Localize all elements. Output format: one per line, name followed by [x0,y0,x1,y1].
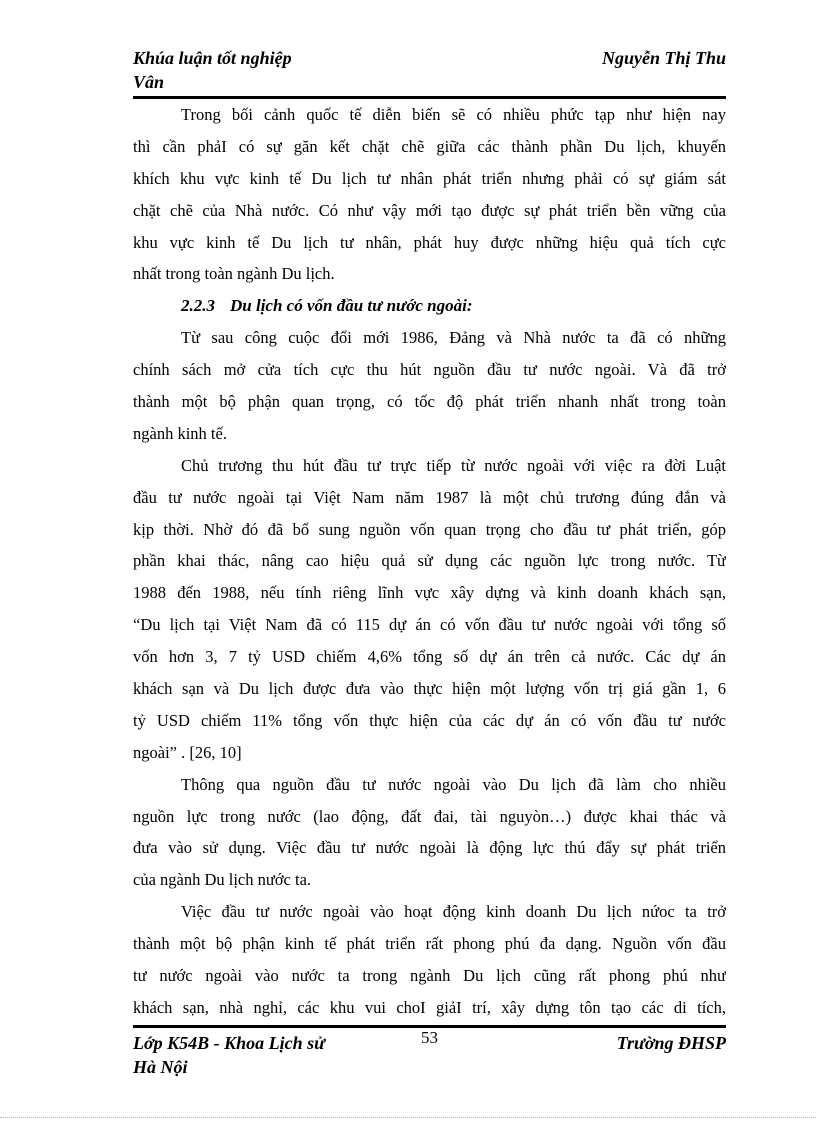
body-line: 1988 đến 1988, nếu tính riêng lĩnh vực xây dựng và kinh doanh khách sạn, [133,583,726,603]
body-line: Việc đầu tư nước ngoài vào hoạt động kinh doanh Du lịch nứoc ta trở [181,902,726,922]
page-number: 53 [421,1027,438,1047]
body-line: đưa vào sử dụng. Việc đầu tư nước ngoài là động lực thú đẩy sự phát triển [133,838,726,858]
section-heading-number: 2.2.3 [181,296,215,316]
body-line: kịp thời. Nhờ đó đã bổ sung nguồn vốn quan trọng cho đầu tư phát triển, góp [133,519,726,539]
body-line: nhất trong toàn ngành Du lịch. [133,264,335,284]
body-line: tư nước ngoài vào nước ta trong ngành Du lịch cũng rất phong phú như [133,966,726,986]
body-line: Trong bối cảnh quốc tế diễn biến sẽ có nhiều phức tạp như hiện nay [181,105,726,124]
body-line: khách sạn, nhà nghỉ, các khu vui choI giảI trí, xây dựng tôn tạo các di tích, [133,997,726,1017]
body-line: thì cần phảI có sự găn kết chặt chẽ giữa các thành phần Du lịch, khuyến [133,136,726,156]
body-line: Thông qua nguồn đầu tư nước ngoài vào Du lịch đã làm cho nhiều [181,774,726,794]
body-line: “Du lịch tại Việt Nam đã có 115 dự án có vốn đầu tư nước ngoài với tổng số [133,615,726,635]
body-line: chính sách mở cửa tích cực thu hút nguồn đầu tư nước ngoài. Và đã trở [133,360,726,380]
page-boundary-dotted-line [0,1117,816,1118]
body-line: chặt chẽ của Nhà nước. Có như vậy mới tạo được sự phát triển bền vững của [133,200,726,220]
body-line: Từ sau công cuộc đổi mới 1986, Đảng và Nhà nước ta đã có những [181,328,726,348]
body-line: khích khu vực kinh tế Du lịch tư nhân phát triển nhưng phải có sự giám sát [133,168,726,188]
header-author-name-wrap: Vân [133,72,165,92]
body-line: ngành kinh tế. [133,423,227,443]
header-author-name: Nguyễn Thị Thu [601,48,726,68]
footer-school-label: Trường ĐHSP [616,1032,726,1053]
footer-class-label-wrap: Hà Nội [133,1056,188,1077]
body-line: tỷ USD chiếm 11% tổng vốn thực hiện của các dự án có vốn đầu tư nước [133,710,726,730]
page-footer [133,1025,726,1079]
body-line: vốn hơn 3, 7 tỷ USD chiếm 4,6% tổng số dự án trên cả nước. Các dự án [133,647,726,667]
body-line: khu vực kinh tế Du lịch tư nhân, phát huy được những hiệu quả tích cực [133,232,726,252]
body-text [133,99,726,1024]
body-line: Chủ trương thu hút đầu tư trực tiếp từ nước ngoài với việc ra đời Luật [181,455,726,475]
section-heading [133,290,726,322]
body-line: đầu tư nước ngoài tại Việt Nam năm 1987 là một chủ trương đúng đắn và [133,487,726,507]
body-line: thành một bộ phận quan trọng, có tốc độ phát triển nhanh nhất trong toàn [133,392,726,412]
page-header [133,46,726,99]
body-line: phần khai thác, nâng cao hiệu quả sử dụng các nguồn lực trong nước. Từ [133,551,726,571]
header-thesis-title: Khúa luận tốt nghiệp [133,48,292,68]
body-line: nguồn lực trong nước (lao động, đất đai, tài nguyòn…) được khai thác và [133,806,726,826]
body-line: ngoài” . [26, 10] [133,742,242,762]
body-line: khách sạn và Du lịch được đưa vào thực hiện một lượng vốn trị giá gần 1, 6 [133,679,726,699]
footer-class-label: Lớp K54B - Khoa Lịch sử [133,1032,325,1053]
body-line: của ngành Du lịch nước ta. [133,870,312,890]
section-heading-title: Du lịch có vốn đầu tư nước ngoài: [230,296,473,316]
page-content [133,46,726,1079]
body-line: thành một bộ phận kinh tế phát triển rất phong phú đa dạng. Nguồn vốn đầu [133,934,726,954]
